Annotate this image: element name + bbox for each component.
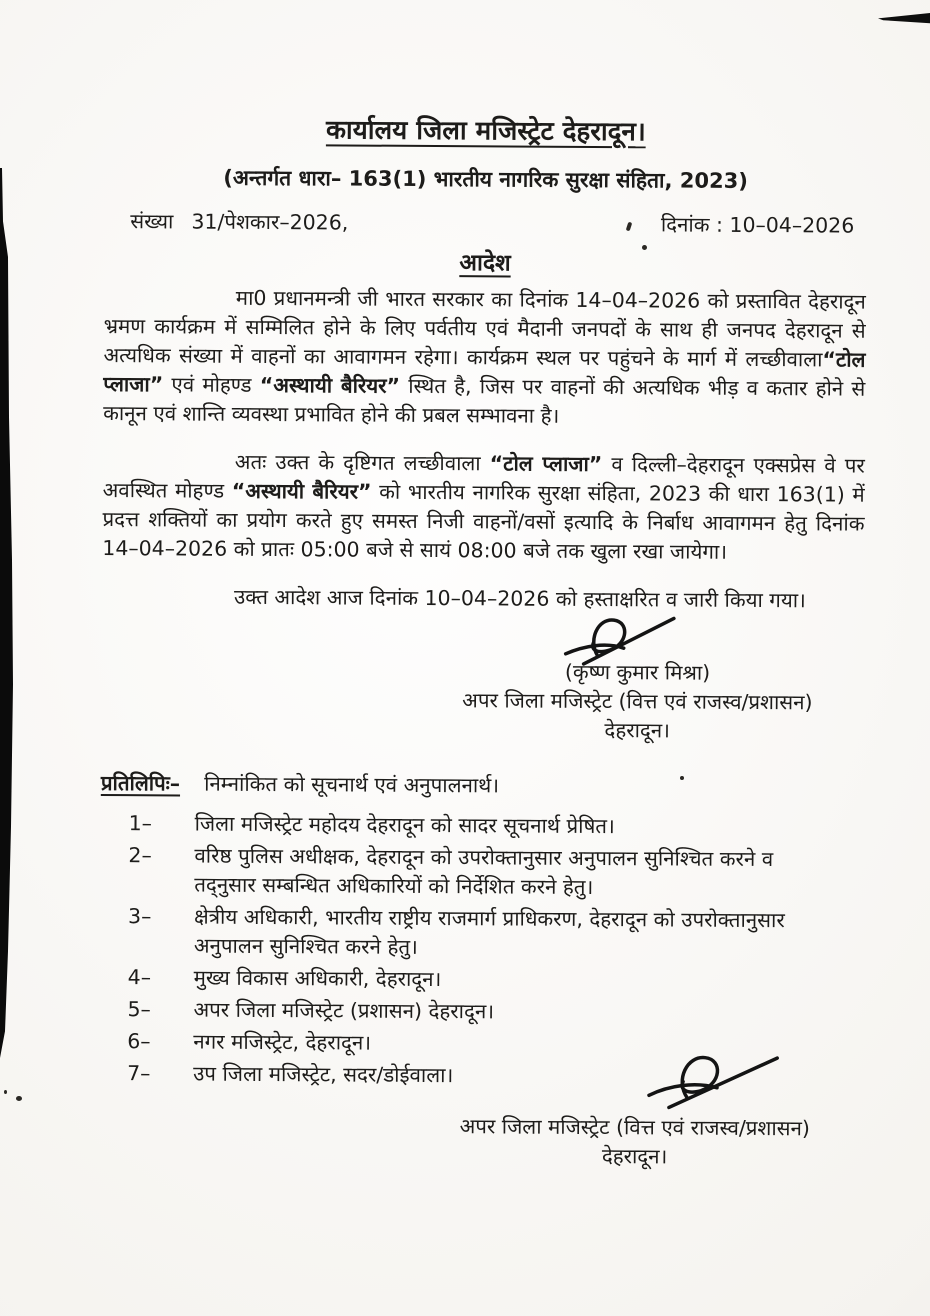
scan-artifact-corner-mark xyxy=(878,13,930,25)
date-value: 10–04–2026 xyxy=(729,212,855,238)
signatory-name: (कृष्ण कुमार मिश्रा) xyxy=(564,659,711,685)
copy-section-intro: निम्नांकित को सूचनार्थ एवं अनुपालनार्थ। xyxy=(204,771,500,798)
copy-item xyxy=(127,995,861,1028)
signature-block xyxy=(417,657,858,747)
copy-item-text: नगर मजिस्ट्रेट, देहरादून। xyxy=(193,1029,372,1055)
copy-item-text: अपर जिला मजिस्ट्रेट (प्रशासन) देहरादून। xyxy=(193,997,495,1024)
footer-signature-block xyxy=(415,1112,855,1173)
document-body xyxy=(99,110,867,1173)
scan-speck xyxy=(4,1090,7,1094)
document-subtitle: (अन्तर्गत धारा– 163(1) भारतीय नागरिक सुरक्षा संहिता, 2023) xyxy=(223,165,748,193)
reference-number xyxy=(104,207,348,237)
copy-item-number: 5– xyxy=(127,997,151,1022)
copy-item xyxy=(128,963,862,996)
copy-item-text: क्षेत्रीय अधिकारी, भारतीय राष्ट्रीय राजमार्ग प्राधिकरण, देहरादून को उपरोक्तानुसार अनुपालन सुनिश्चित करने हेतु। xyxy=(193,904,785,959)
office-title: कार्यालय जिला मजिस्ट्रेट देहरादून। xyxy=(325,115,646,148)
signature-scribble-icon xyxy=(641,1039,801,1114)
copy-section-header xyxy=(101,769,863,803)
reference-number-label: संख्या xyxy=(130,209,174,234)
copy-item xyxy=(128,902,862,964)
reference-number-value: 31/पेशकार–2026, xyxy=(191,209,349,235)
order-paragraph-2: अतः उक्त के दृष्टिगत लच्छीवाला “टोल प्लाजा” व दिल्ली–देहरादून एक्सप्रेस वे पर अवस्थित मोहण्ड “अस्थायी बैरियर” को भारतीय नागरिक सुरक्षा संहिता, 2023 की धारा 163(1) में प्रदत्त शक्तियों का प्रयोग करते हुए समस्त निजी वाहनों/वसों इत्यादि के निर्बाध आवागमन हेतु दिनांक 14–04–2026 को प्रातः 05:00 बजे से सायं 08:00 बजे तक खुला रखा जायेगा। xyxy=(102,449,865,564)
order-heading-wrap xyxy=(104,247,866,281)
copy-item-number: 3– xyxy=(128,904,152,929)
signatory-place: देहरादून। xyxy=(604,718,671,743)
copy-list xyxy=(99,809,863,1093)
scan-speck xyxy=(16,1096,22,1101)
signatory-designation: अपर जिला मजिस्ट्रेट (वित्त एवं राजस्व/प्रशासन) xyxy=(462,688,813,715)
copy-item-text: वरिष्ठ पुलिस अधीक्षक, देहरादून को उपरोक्तानुसार अनुपालन सुनिश्चित करने व तद्नुसार सम्बन्धित अधिकारियों को निर्देशित करने हेतु। xyxy=(194,843,774,899)
document-date xyxy=(661,210,867,240)
signature-scribble-icon xyxy=(558,604,698,671)
footer-signatory-designation: अपर जिला मजिस्ट्रेट (वित्त एवं राजस्व/प्रशासन) xyxy=(459,1114,811,1141)
order-paragraph-1: मा0 प्रधानमन्त्री जी भारत सरकार का दिनांक 14–04–2026 को प्रस्तावित देहरादून भ्रमण कार्यक्रम में सम्मिलित होने के लिए पर्वतीय एवं मैदानी जनपदों के साथ ही जनपद देहरादून से अत्यधिक संख्या में वाहनों का आवागमन रहेगा। कार्यक्रम स्थल पर पहुंचने के मार्ग में लच्छीवाला“टोल प्लाजा” एवं मोहण्ड “अस्थायी बैरियर” स्थित है, जिस पर वाहनों की अत्यधिक भीड़ व कतार होने से कानून एवं शान्ति व्यवस्था प्रभावित होने की प्रबल सम्भावना है। xyxy=(103,285,866,428)
copy-item-number: 1– xyxy=(128,811,153,836)
copy-item xyxy=(128,841,862,903)
copy-item-text: उप जिला मजिस्ट्रेट, सदर/डोईवाला। xyxy=(193,1061,454,1088)
copy-item-text: जिला मजिस्ट्रेट महोदय देहरादून को सादर सूचनार्थ प्रेषित। xyxy=(194,811,615,839)
copy-section-label: प्रतिलिपिः– xyxy=(100,770,181,796)
copy-item-number: 6– xyxy=(127,1029,151,1054)
meta-row xyxy=(104,207,866,241)
copy-item-number: 2– xyxy=(128,843,152,868)
copy-item-number: 4– xyxy=(127,965,152,990)
date-label: दिनांक : xyxy=(660,212,724,237)
order-heading: आदेश xyxy=(459,250,511,277)
scan-artifact-left-strip xyxy=(0,168,13,1058)
copy-item-number: 7– xyxy=(127,1061,151,1086)
copy-item xyxy=(129,809,863,842)
footer-signatory-place: देहरादून। xyxy=(601,1144,668,1169)
order-paragraph-3: उक्त आदेश आज दिनांक 10–04–2026 को हस्ताक्षरित व जारी किया गया। xyxy=(233,584,806,613)
copy-item-text: मुख्य विकास अधिकारी, देहरादून। xyxy=(193,965,442,992)
